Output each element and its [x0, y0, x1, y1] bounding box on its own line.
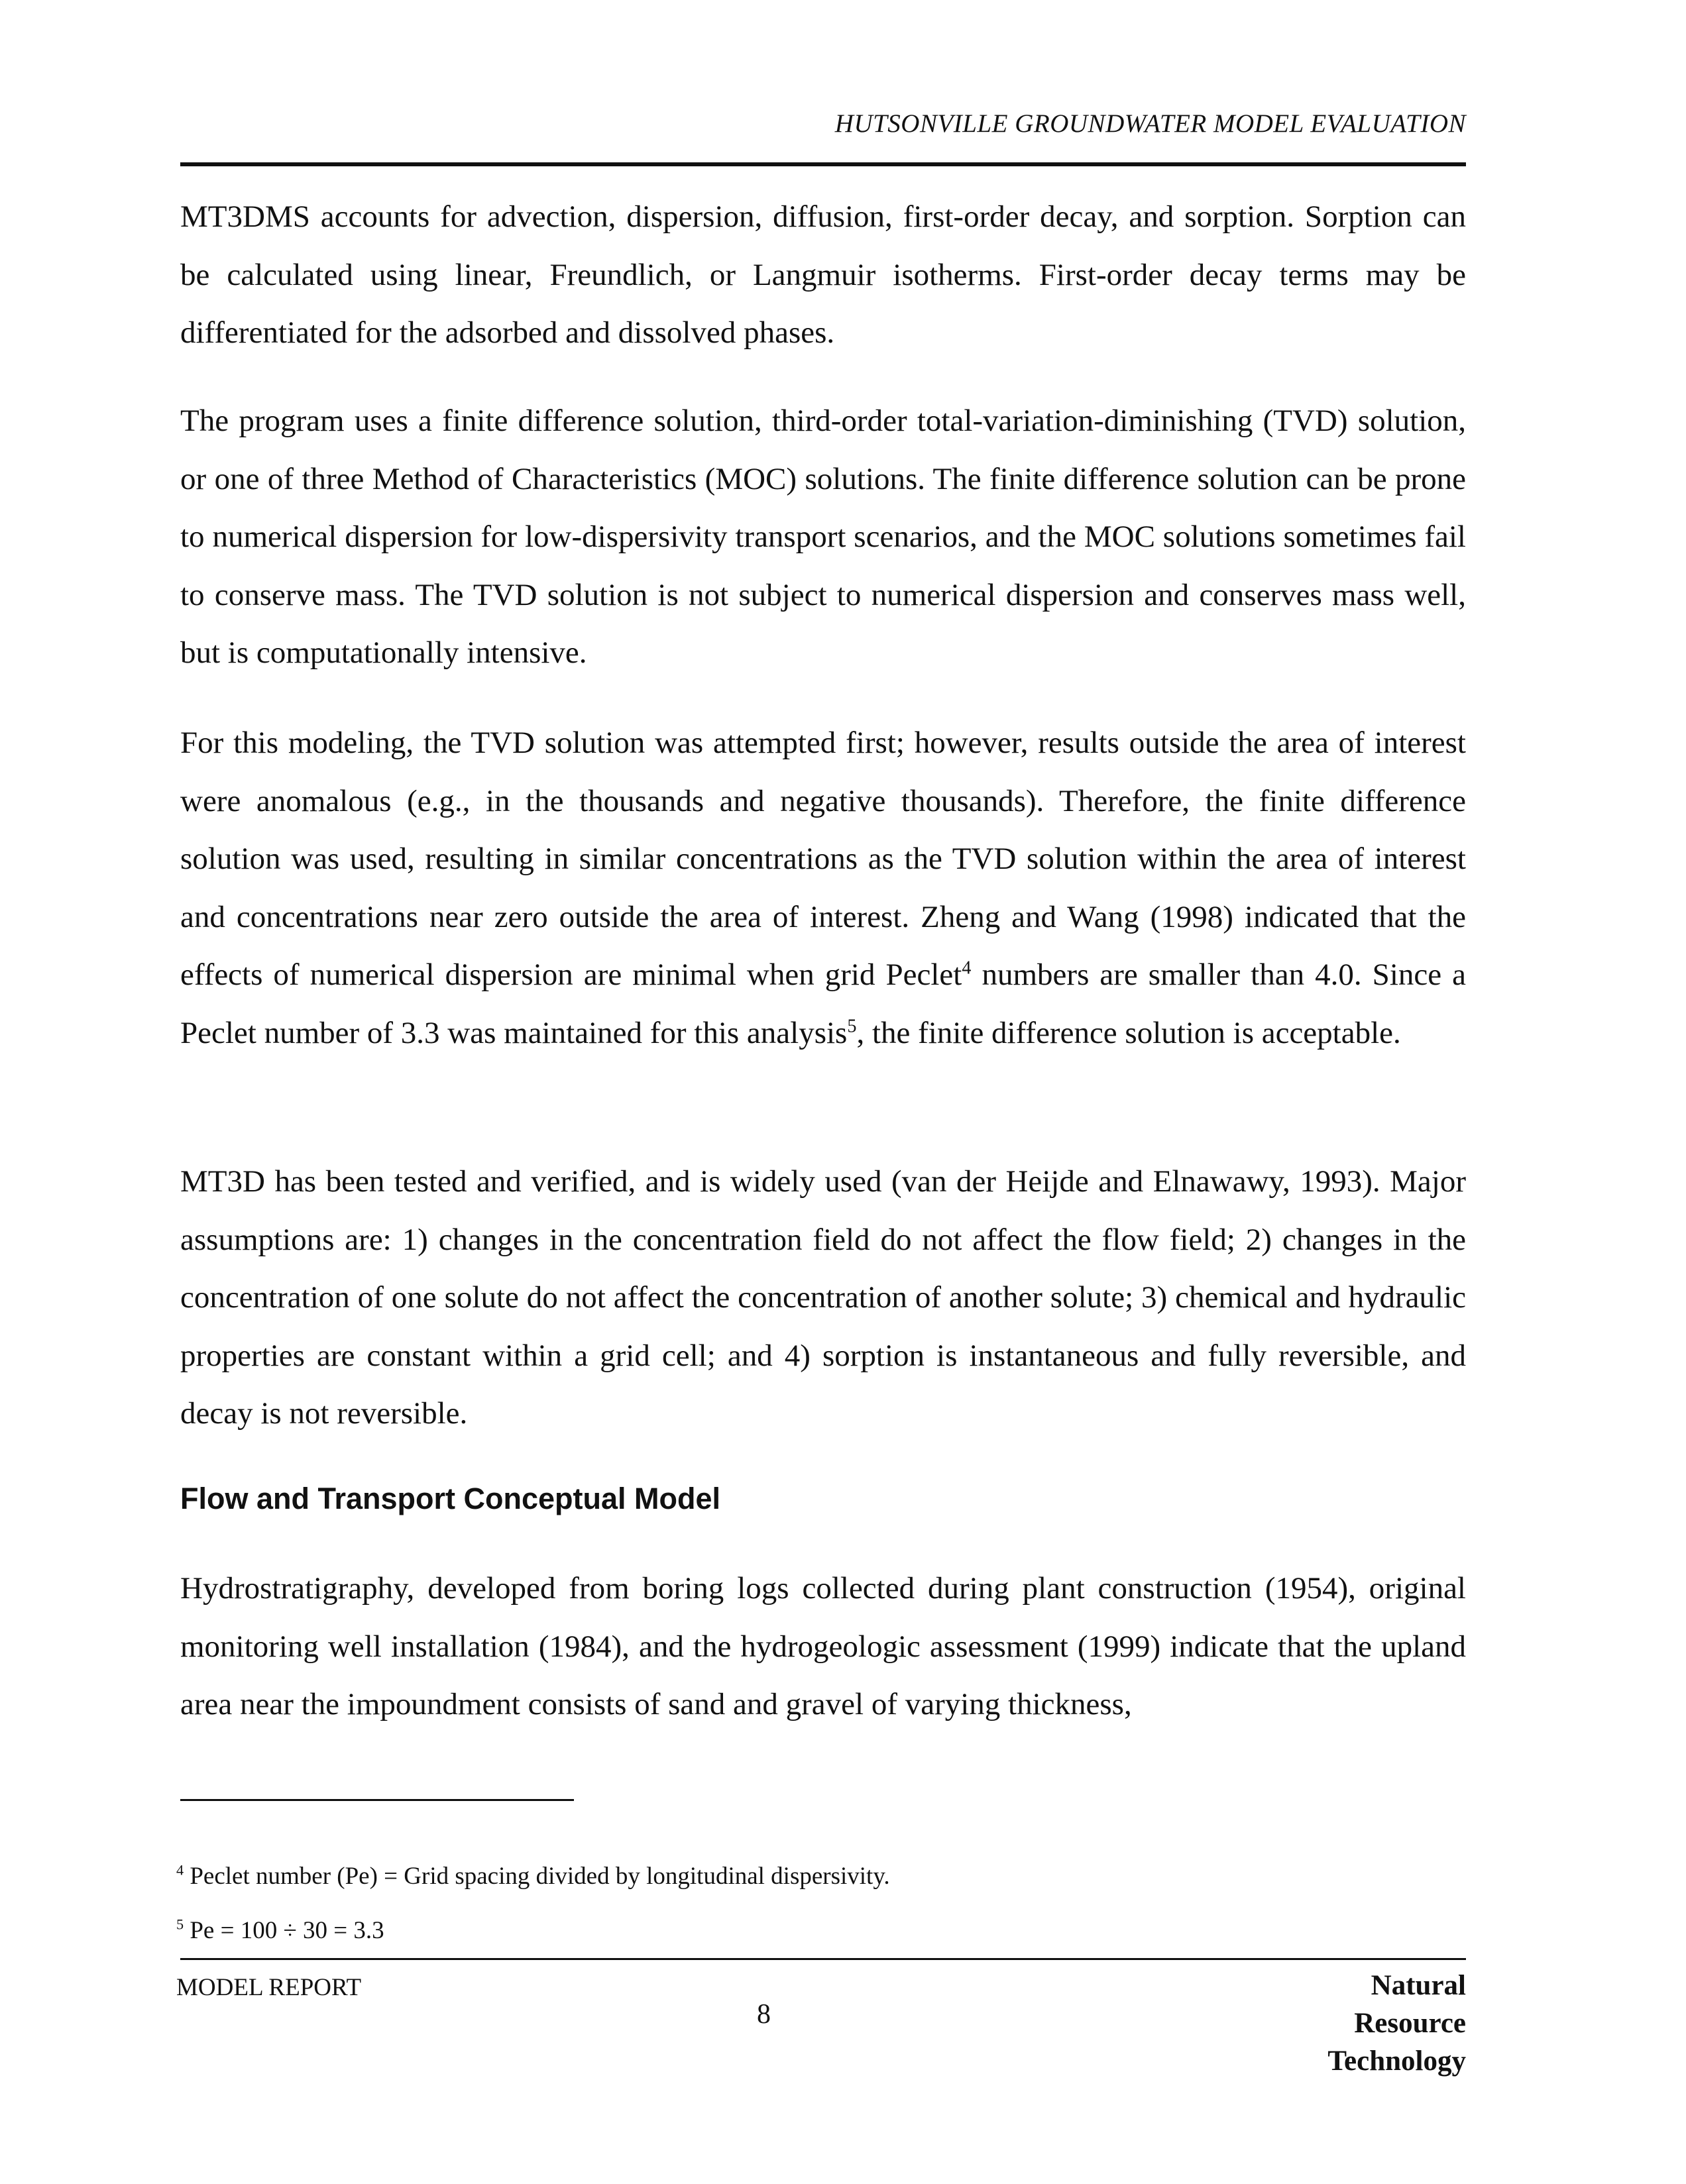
paragraph-mt3d-assumptions: MT3D has been tested and verified, and is widely used (van der Heijde and Elnawawy, 1993). Major assumptions are: 1) changes in the concentration field do not affect the flow field; 2) changes in the concentration of one solute do not affect the concentration of another solute; 3) chemical and hydraulic properties are constant within a grid cell; and 4) sorption is instantaneous and fully reversible, and decay is not reversible.: [180, 1164, 1466, 1431]
footnote-5: [176, 1916, 384, 1945]
section-heading: Flow and Transport Conceptual Model: [180, 1482, 721, 1515]
footnote-ref-5[interactable]: 5: [847, 1015, 857, 1036]
paragraph-tvd-part-3: , the finite difference solution is acceptable.: [856, 1015, 1401, 1050]
footnote-text-5: Pe = 100 ÷ 30 = 3.3: [184, 1917, 384, 1944]
company-logo: [1327, 1967, 1466, 2080]
logo-line-natural: Natural: [1371, 1970, 1466, 2001]
paragraph-mt3dms-processes: MT3DMS accounts for advection, dispersion, diffusion, first-order decay, and sorption. Sorption can be calculated using linear, Freundlich, or Langmuir isotherms. First-order decay terms may be differentiated for the adsorbed and dissolved phases.: [180, 199, 1466, 350]
footer-label: MODEL REPORT: [176, 1974, 362, 2001]
paragraph-hydrostratigraphy: Hydrostratigraphy, developed from boring logs collected during plant construction (1954), original monitoring well installation (1984), and the hydrogeologic assessment (1999) indicate that the upland area near the impoundment consists of sand and gravel of varying thickness,: [180, 1571, 1466, 1721]
footnote-ref-4[interactable]: 4: [962, 957, 972, 979]
footnote-marker-4: 4: [176, 1861, 184, 1879]
footnote-4: [176, 1862, 890, 1890]
logo-line-technology: Technology: [1327, 2046, 1466, 2077]
header-rule: [180, 162, 1466, 166]
footer-rule: [180, 1958, 1466, 1960]
paragraph-solution-methods: The program uses a finite difference solution, third-order total-variation-diminishing (TVD) solution, or one of three Method of Characteristics (MOC) solutions. The finite difference solution can be prone to numerical dispersion for low-dispersivity transport scenarios, and the MOC solutions sometimes fail to conserve mass. The TVD solution is not subject to numerical dispersion and conserves mass well, but is computationally intensive.: [180, 404, 1466, 670]
paragraph-tvd-part-1: For this modeling, the TVD solution was attempted first; however, results outside the area of interest were anomalous (e.g., in the thousands and negative thousands). Therefore, the finite difference solution was used, resulting in similar concentrations as the TVD solution within the area of interest and concentrations near zero outside the area of interest. Zheng and Wang (1998) indicated that the effects of numerical dispersion are minimal when grid Peclet: [180, 726, 1466, 992]
footnote-separator: [180, 1799, 574, 1801]
running-header: HUTSONVILLE GROUNDWATER MODEL EVALUATION: [834, 109, 1466, 138]
logo-line-resource: Resource: [1354, 2008, 1466, 2039]
footnote-text-4: Peclet number (Pe) = Grid spacing divided by longitudinal dispersivity.: [184, 1863, 890, 1890]
paragraph-tvd-part-2: numbers are smaller than 4.0. Since a Peclet number of 3.3 was maintained for this analysis: [180, 957, 1467, 1050]
page-number: 8: [757, 1999, 771, 2030]
footnote-marker-5: 5: [176, 1916, 184, 1933]
paragraph-tvd-modeling: [180, 714, 1466, 1062]
